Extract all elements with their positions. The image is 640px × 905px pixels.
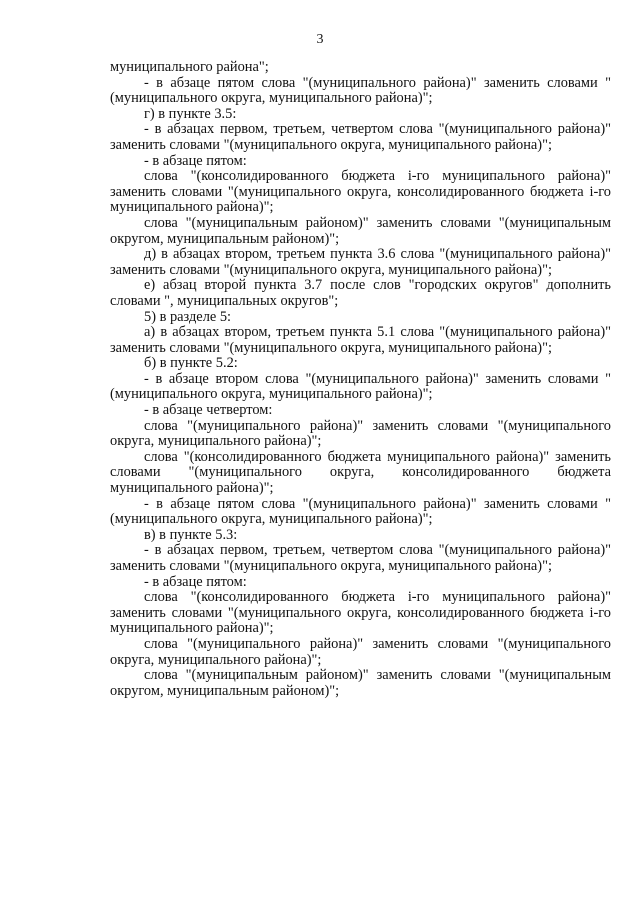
paragraph: - в абзаце четвертом: (144, 402, 273, 419)
document-body (110, 60, 611, 699)
paragraph: - в абзаце пятом слова "(муниципального района)" заменить словами "(муниципального округа, муниципального района)"; (110, 74, 611, 107)
paragraph: а) в абзацах втором, третьем пункта 5.1 слова "(муниципального района)" заменить словами "(муниципального округа, муниципального района)"; (110, 324, 611, 356)
page-number: 3 (316, 32, 324, 47)
paragraph: слова "(консолидированного бюджета i-го муниципального района)" заменить словами "(муниципального округа, консолидированного бюджета i-го муниципального района)"; (110, 589, 611, 637)
paragraph: слова "(муниципального района)" заменить словами "(муниципального округа, муниципального района)"; (110, 635, 611, 668)
paragraph: е) абзац второй пункта 3.7 после слов "городских округов" дополнить словами ", муниципальных округов"; (110, 277, 611, 309)
paragraph: д) в абзацах втором, третьем пункта 3.6 слова "(муниципального района)" заменить словами "(муниципального округа, муниципального района)"; (110, 246, 611, 278)
paragraph: в) в пункте 5.3: (144, 526, 238, 543)
paragraph: слова "(муниципальным районом)" заменить словами "(муниципальным округом, муниципальным районом)"; (110, 214, 611, 247)
paragraph: - в абзаце пятом: (144, 573, 247, 590)
paragraph: - в абзацах первом, третьем, четвертом слова "(муниципального района)" заменить словами "(муниципального округа, муниципального района)"; (110, 542, 611, 574)
paragraph: муниципального района"; (110, 59, 269, 75)
paragraph: 5) в разделе 5: (144, 308, 232, 325)
paragraph: г) в пункте 3.5: (144, 105, 237, 122)
paragraph: слова "(консолидированного бюджета i-го муниципального района)" заменить словами "(муниципального округа, консолидированного бюджета i-го муниципального района)"; (110, 168, 611, 216)
paragraph: - в абзацах первом, третьем, четвертом слова "(муниципального района)" заменить словами "(муниципального округа, муниципального района)"; (110, 121, 611, 153)
paragraph: - в абзаце втором слова "(муниципального района)" заменить словами "(муниципального округа, муниципального района)"; (110, 370, 611, 403)
paragraph: слова "(консолидированного бюджета муниципального района)" заменить словами "(муниципального округа, консолидированного бюджета муниципального района)"; (110, 448, 611, 497)
paragraph: - в абзаце пятом: (144, 152, 247, 169)
paragraph: б) в пункте 5.2: (144, 355, 238, 372)
paragraph: слова "(муниципальным районом)" заменить словами "(муниципальным округом, муниципальным районом)"; (110, 667, 611, 699)
paragraph: слова "(муниципального района)" заменить словами "(муниципального округа, муниципального района)"; (110, 417, 611, 450)
paragraph: - в абзаце пятом слова "(муниципального района)" заменить словами "(муниципального округа, муниципального района)"; (110, 495, 611, 528)
